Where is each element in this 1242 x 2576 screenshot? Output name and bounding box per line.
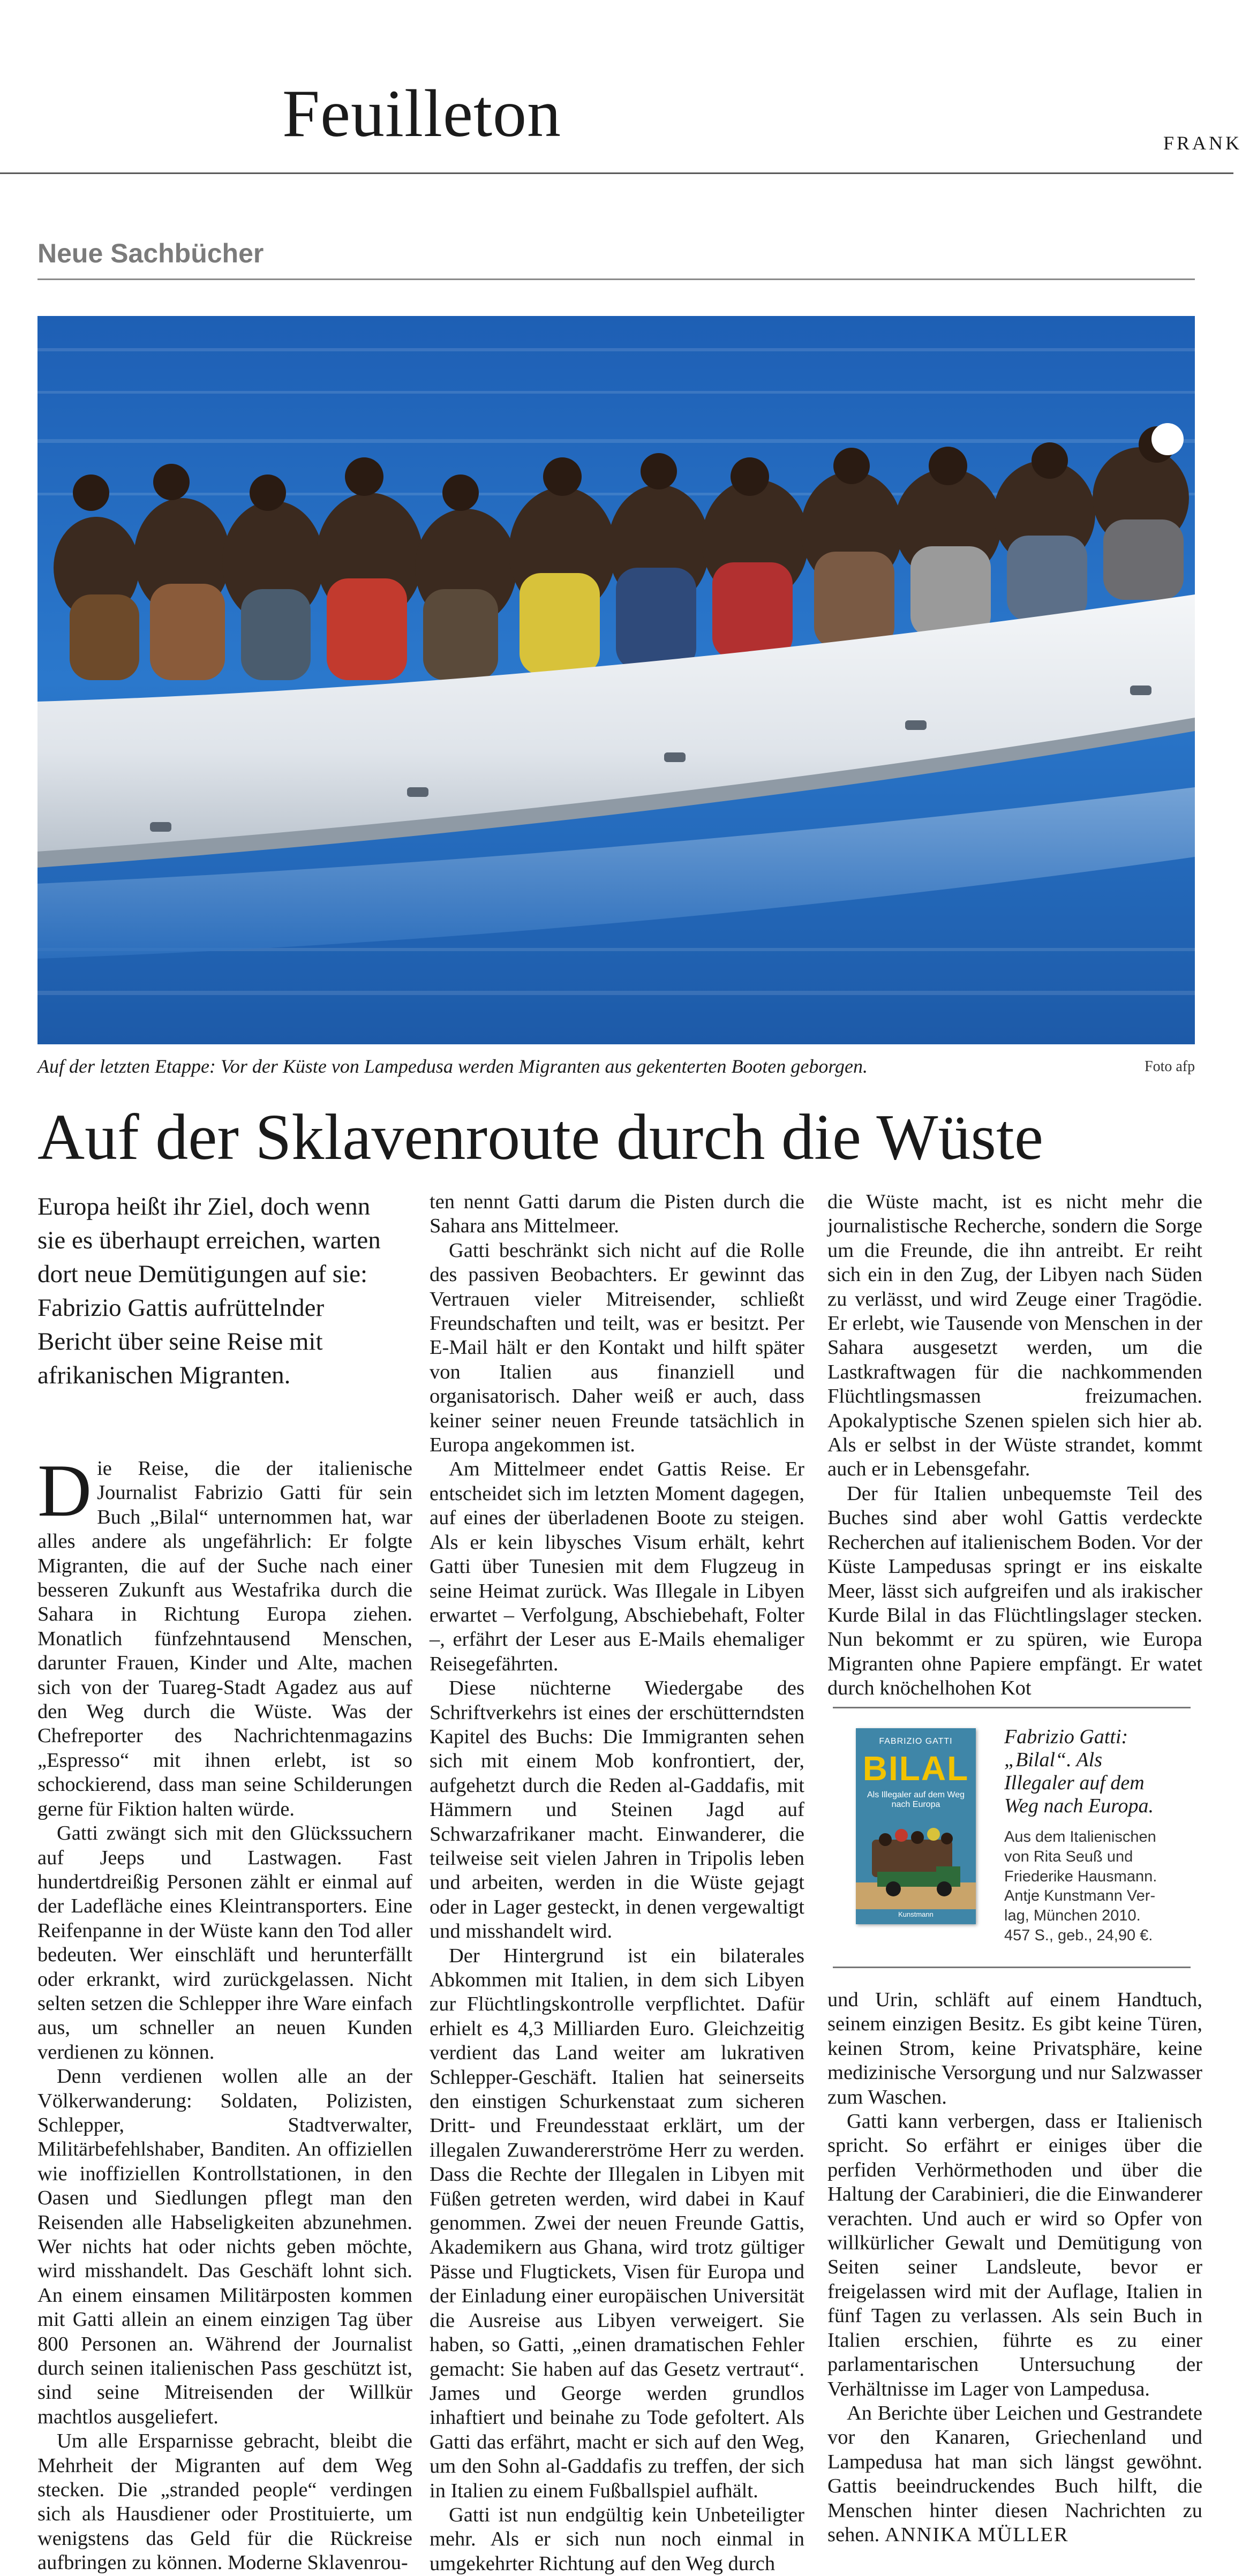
migrant-boat-photo: [37, 316, 1195, 1044]
paragraph: Gatti ist nun endgültig kein Unbeteiligter mehr. Als er sich nun noch einmal in umgekehrter Richtung auf den Weg durch: [430, 2503, 804, 2575]
headline: Auf der Sklavenroute durch die Wüste: [37, 1101, 1044, 1173]
book-box-bottom-rule: [833, 1967, 1191, 1968]
truck-illustration: [856, 1818, 976, 1909]
paragraph: Diese nüchterne Wiedergabe des Schriftverkehrs ist eines der erschütterndsten Kapitel des Buchs: Die Immigranten sehen sich mit einem Mob konfrontiert, der, aufgehetzt durch die Reden al-Gaddafis, mit Hämmern und Steinen Jagd auf Schwarzafrikaner macht. Einwanderer, die teilweise seit vielen Jahren in Tripolis leben und arbeiten, werden in die Wüste gejagt oder in Lager gesteckt, in denen vergewaltigt und misshandelt wird.: [430, 1677, 804, 1943]
book-title: Fabrizio Gatti: „Bilal“. Als Illegaler auf dem Weg nach Europa.: [1004, 1726, 1154, 1817]
migrant-boat-illustration: [37, 316, 1195, 1044]
paragraph: die Wüste macht, ist es nicht mehr die journalistische Recherche, sondern die Sorge um die Freunde, die ihn antreibt. Er reiht sich ein in den Zug, der Libyen nach Süden zu verlässt, und wird Zeuge einer Tragödie. Er erlebt, wie Tausende von Menschen in der Sahara ausgesetzt werden, um die Lastkraftwagen für die nachkommenden Flüchtlingsmassen freizumachen. Apokalyptische Szenen spielen sich hier ab. Als er selbst in der Wüste strandet, kommt auch er in Lebensgefahr.: [827, 1191, 1202, 1481]
paragraph: Denn verdienen wollen alle an der Völkerwanderung: Soldaten, Polizisten, Schlepper, Stadtverwalter, Militärbefehlshaber, Banditen. An offiziellen wie inoffiziellen Kontrollstationen, in den Oasen und Siedlungen pflegt man den Reisenden alle Habseligkeiten abzunehmen. Wer nichts hat oder nichts geben möchte, wird misshandelt. Das Geschäft lohnt sich. An einem einsamen Militärposten kommen mit Gatti allein an einem einzigen Tag über 800 Personen an. Während der Journalist durch seinen italienischen Pass geschützt ist, sind seine Mitreisenden der Willkür machtlos ausgeliefert.: [37, 2065, 412, 2428]
book-cover-title: BILAL: [862, 1749, 969, 1788]
section-label: Neue Sachbücher: [37, 238, 264, 268]
article-column-2: [430, 1190, 804, 2576]
paragraph: Gatti zwängt sich mit den Glückssuchern auf Jeeps und Lastwagen. Fast hundertdreißig Personen zählt er einmal auf der Ladefläche eines Kleintransporters. Eine Reifenpanne in der Wüste kann den Tod aller bedeuten. Wer einschläft und herunterfällt oder erkrankt, wird zurückgelassen. Nicht selten setzen die Schlepper ihre Ware einfach aus, um schneller an neuen Kunden verdienen zu können.: [37, 1822, 412, 2063]
article-column-1: [37, 1449, 412, 2575]
book-cover-subtitle: Als Illegaler auf dem Weg nach Europa: [867, 1790, 965, 1810]
paragraph: Gatti kann verbergen, dass er Italienisch spricht. So erfährt er einiges über die perfiden Verhörmethoden und über die Haltung der Carabinieri, die die Einwanderer verachten. Und auch er wird so Opfer von willkürlicher Gewalt und Demütigung von Seiten seiner Landsleute, bevor er freigelassen wird mit der Auflage, Italien in fünf Tagen zu verlassen. Als sein Buch in Italien erschien, führte es zu einer parlamentarischen Untersuchung der Verhältnisse im Lager von Lampedusa.: [827, 2110, 1202, 2400]
book-details: Aus dem Italienischen von Rita Seuß und Friederike Hausmann. Antje Kunstmann Ver- lag, München 2010. 457 S., geb., 24,90 €.: [1004, 1828, 1157, 1945]
paragraph: ten nennt Gatti darum die Pisten durch die Sahara ans Mittelmeer.: [430, 1191, 804, 1238]
book-box-top-rule: [833, 1707, 1191, 1708]
article-column-3-bottom: [827, 1988, 1202, 2547]
masthead-rule: [0, 172, 1233, 174]
newspaper-name: FRANK: [1163, 132, 1242, 154]
paragraph: Am Mittelmeer endet Gattis Reise. Er entscheidet sich im letzten Moment dagegen, auf eines der überladenen Boote zu steigen. Als er kein libysches Visum erhält, kehrt Gatti über Tunesien mit dem Flugzeug in seine Heimat zurück. Was Illegale in Libyen erwartet – Verfolgung, Abschiebehaft, Folter –, erfährt der Leser aus E-Mails ehemaliger Reisegefährten.: [430, 1458, 804, 1675]
author-byline: ANNIKA MÜLLER: [884, 2523, 1069, 2546]
section-title: Feuilleton: [282, 77, 561, 151]
article-column-3-top: [827, 1190, 1202, 1701]
paragraph: Der für Italien unbequemste Teil des Buches sind aber wohl Gattis verdeckte Recherchen auf italienischem Boden. Vor der Küste Lampedusas springt er ins eiskalte Meer, lässt sich aufgreifen und als irakischer Kurde Bilal in das Flüchtlingslager stecken. Nun bekommt er zu spüren, wie Europa Migranten ohne Papiere empfängt. Er watet durch knöchelhohen Kot: [827, 1482, 1202, 1700]
lead-paragraph: Europa heißt ihr Ziel, doch wenn sie es überhaupt erreichen, warten dort neue Demütigungen auf sie: Fabrizio Gattis aufrüttelnder Bericht über seine Reise mit afrikanischen Migranten.: [37, 1193, 381, 1389]
paragraph: Der Hintergrund ist ein bilaterales Abkommen mit Italien, in dem sich Libyen zur Flüchtlingskontrolle verpflichtet. Dafür erhielt es 4,3 Milliarden Euro. Gleichzeitig verdient das Land weiter am lukrativen Schlepper-Geschäft. Italien hat seinerseits den einstigen Schurkenstaat zum sicheren Dritt- und Freundesstaat erklärt, um der illegalen Zuwandererströme Herr zu werden. Dass die Rechte der Illegalen in Libyen mit Füßen getreten werden, wird dabei in Kauf genommen. Zwei der neuen Freunde Gattis, Akademikern aus Ghana, wird trotz gültiger Pässe und Flugtickets, Visen für Europa und der Einladung einer europäischen Universität die Ausreise aus Libyen verweigert. Sie haben, so Gatti, „einen dramatischen Fehler gemacht: Sie haben auf das Gesetz vertraut“. James und George werden grundlos inhaftiert und beinahe zu Tode gefoltert. Als Gatti das erfährt, macht er sich auf den Weg, um den Sohn al-Gaddafis zu treffen, der sich in Italien zu einem Fußballspiel aufhält.: [430, 1944, 804, 2502]
drop-cap: D: [37, 1449, 92, 1532]
paragraph: An Berichte über Leichen und Gestrandete vor den Kanaren, Griechenland und Lampedusa hat man sich längst gewöhnt. Gattis beeindruckendes Buch hilft, die Menschen hinter diesen Nachrichten zu sehen. ANNIKA MÜLLER: [827, 2401, 1202, 2546]
section-rule: [37, 278, 1195, 280]
book-cover: [856, 1728, 976, 1924]
paragraph: Gatti beschränkt sich nicht auf die Rolle des passiven Beobachters. Er gewinnt das Vertrauen vieler Mitreisender, schließt Freundschaften und teilt, was er besitzt. Per E-Mail hält er den Kontakt und hilft später von Italien aus finanziell und organisatorisch. Daher weiß er auch, dass keiner seiner neuen Freunde tatsächlich in Europa angekommen ist.: [430, 1239, 804, 1457]
paragraph: Die Reise, die der italienische Journalist Fabrizio Gatti für sein Buch „Bilal“ unternommen hat, war alles andere als ungefährlich: Er folgte Migranten, die auf der Suche nach einer besseren Zukunft aus Westafrika durch die Sahara in Richtung Europa ziehen. Monatlich fünfzehntausend Menschen, darunter Frauen, Kinder und Alte, machen sich von der Tuareg-Stadt Agadez aus auf den Weg durch die Wüste. Was der Chefreporter des Nachrichtenmagazins „Espresso“ mit ihnen erlebt, ist so schockierend, dass man seine Schilderungen gerne für Fiktion halten würde.: [37, 1449, 412, 1820]
paragraph: und Urin, schläft auf einem Handtuch, seinem einzigen Besitz. Es gibt keine Türen, keinen Strom, keine Privatsphäre, keine medizinische Versorgung und nur Salzwasser zum Waschen.: [827, 1989, 1202, 2108]
photo-credit: Foto afp: [1145, 1058, 1195, 1075]
book-cover-author: FABRIZIO GATTI: [879, 1737, 953, 1746]
book-cover-publisher: Kunstmann: [898, 1910, 934, 1918]
photo-caption: Auf der letzten Etappe: Vor der Küste von Lampedusa werden Migranten aus gekenterten Booten geborgen.: [37, 1056, 868, 1077]
paragraph: Um alle Ersparnisse gebracht, bleibt die Mehrheit der Migranten auf dem Weg stecken. Die „stranded people“ verdingen sich als Hausdiener oder Prostituierte, um wenigstens das Geld für die Rückreise aufbringen zu können. Moderne Sklavenrou-: [37, 2430, 412, 2574]
